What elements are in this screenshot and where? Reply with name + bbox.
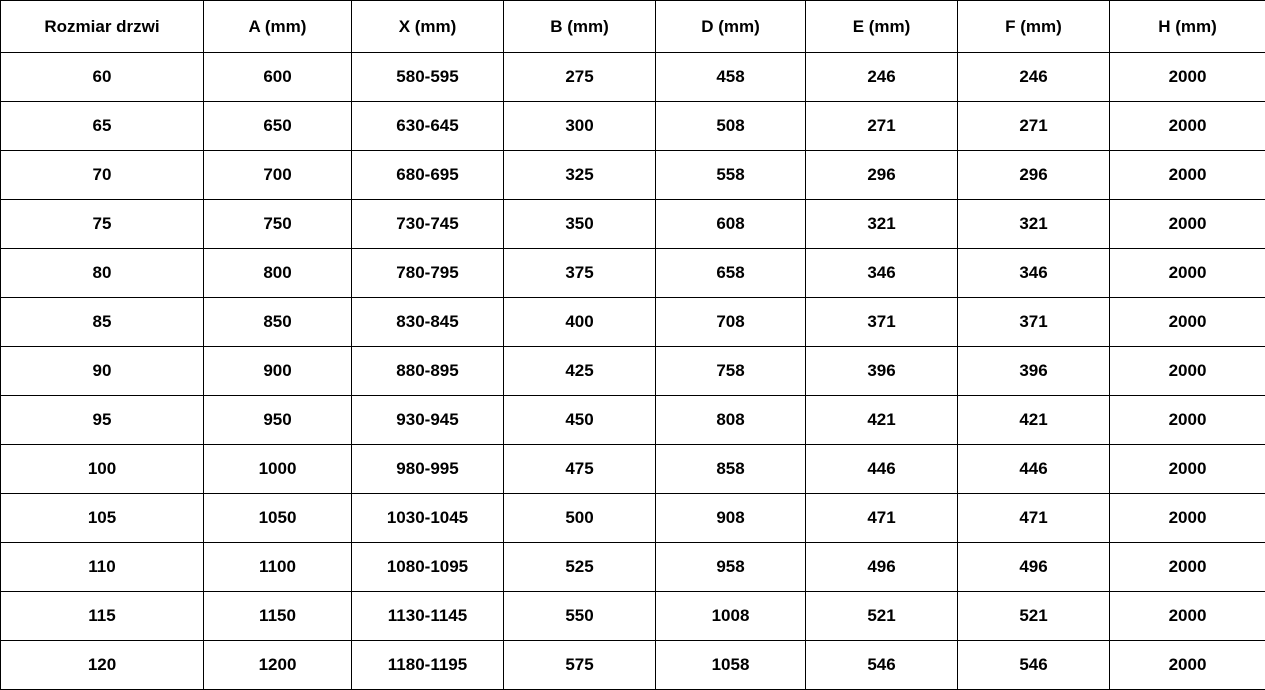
cell-x: 1030-1045 [352, 494, 504, 543]
cell-x: 1180-1195 [352, 641, 504, 690]
cell-d: 958 [656, 543, 806, 592]
cell-h: 2000 [1110, 102, 1265, 151]
cell-h: 2000 [1110, 151, 1265, 200]
cell-x: 780-795 [352, 249, 504, 298]
column-header-e: E (mm) [806, 1, 958, 53]
table-row [1, 249, 1265, 298]
cell-d: 858 [656, 445, 806, 494]
cell-size: 105 [1, 494, 204, 543]
cell-x: 630-645 [352, 102, 504, 151]
table-row [1, 592, 1265, 641]
cell-d: 658 [656, 249, 806, 298]
cell-x: 680-695 [352, 151, 504, 200]
cell-b: 375 [504, 249, 656, 298]
cell-f: 421 [958, 396, 1110, 445]
cell-a: 1200 [204, 641, 352, 690]
cell-a: 850 [204, 298, 352, 347]
cell-h: 2000 [1110, 347, 1265, 396]
cell-f: 246 [958, 53, 1110, 102]
table-row [1, 494, 1265, 543]
table-row [1, 445, 1265, 494]
cell-b: 500 [504, 494, 656, 543]
cell-size: 120 [1, 641, 204, 690]
cell-e: 421 [806, 396, 958, 445]
cell-a: 600 [204, 53, 352, 102]
cell-f: 396 [958, 347, 1110, 396]
table-row [1, 102, 1265, 151]
column-header-a: A (mm) [204, 1, 352, 53]
cell-e: 396 [806, 347, 958, 396]
cell-a: 1050 [204, 494, 352, 543]
table-row [1, 53, 1265, 102]
cell-f: 371 [958, 298, 1110, 347]
column-header-f: F (mm) [958, 1, 1110, 53]
cell-d: 508 [656, 102, 806, 151]
table-row [1, 200, 1265, 249]
cell-b: 425 [504, 347, 656, 396]
cell-h: 2000 [1110, 249, 1265, 298]
cell-b: 300 [504, 102, 656, 151]
cell-b: 325 [504, 151, 656, 200]
cell-e: 371 [806, 298, 958, 347]
cell-e: 296 [806, 151, 958, 200]
cell-a: 900 [204, 347, 352, 396]
table-row [1, 641, 1265, 690]
cell-h: 2000 [1110, 445, 1265, 494]
cell-a: 800 [204, 249, 352, 298]
cell-d: 808 [656, 396, 806, 445]
cell-f: 346 [958, 249, 1110, 298]
cell-h: 2000 [1110, 298, 1265, 347]
table-body [1, 53, 1265, 690]
cell-e: 321 [806, 200, 958, 249]
cell-e: 446 [806, 445, 958, 494]
cell-d: 558 [656, 151, 806, 200]
cell-size: 95 [1, 396, 204, 445]
cell-f: 496 [958, 543, 1110, 592]
cell-x: 830-845 [352, 298, 504, 347]
cell-b: 450 [504, 396, 656, 445]
cell-a: 1100 [204, 543, 352, 592]
cell-size: 80 [1, 249, 204, 298]
table-row [1, 298, 1265, 347]
cell-x: 580-595 [352, 53, 504, 102]
cell-size: 60 [1, 53, 204, 102]
cell-d: 758 [656, 347, 806, 396]
cell-size: 100 [1, 445, 204, 494]
cell-e: 546 [806, 641, 958, 690]
column-header-d: D (mm) [656, 1, 806, 53]
cell-b: 275 [504, 53, 656, 102]
cell-e: 521 [806, 592, 958, 641]
cell-size: 90 [1, 347, 204, 396]
cell-f: 546 [958, 641, 1110, 690]
cell-x: 1130-1145 [352, 592, 504, 641]
cell-f: 471 [958, 494, 1110, 543]
cell-f: 446 [958, 445, 1110, 494]
cell-d: 708 [656, 298, 806, 347]
cell-a: 1150 [204, 592, 352, 641]
column-header-b: B (mm) [504, 1, 656, 53]
cell-d: 1008 [656, 592, 806, 641]
cell-h: 2000 [1110, 494, 1265, 543]
table-header-row [1, 1, 1265, 53]
table-row [1, 396, 1265, 445]
cell-f: 521 [958, 592, 1110, 641]
cell-e: 346 [806, 249, 958, 298]
cell-x: 1080-1095 [352, 543, 504, 592]
cell-size: 85 [1, 298, 204, 347]
cell-f: 296 [958, 151, 1110, 200]
cell-a: 700 [204, 151, 352, 200]
cell-h: 2000 [1110, 53, 1265, 102]
cell-e: 496 [806, 543, 958, 592]
cell-b: 550 [504, 592, 656, 641]
cell-size: 70 [1, 151, 204, 200]
cell-d: 1058 [656, 641, 806, 690]
table-row [1, 151, 1265, 200]
cell-a: 650 [204, 102, 352, 151]
cell-b: 350 [504, 200, 656, 249]
cell-h: 2000 [1110, 592, 1265, 641]
cell-e: 271 [806, 102, 958, 151]
cell-a: 1000 [204, 445, 352, 494]
cell-d: 908 [656, 494, 806, 543]
cell-h: 2000 [1110, 641, 1265, 690]
table-row [1, 347, 1265, 396]
cell-d: 458 [656, 53, 806, 102]
cell-d: 608 [656, 200, 806, 249]
cell-x: 880-895 [352, 347, 504, 396]
cell-h: 2000 [1110, 200, 1265, 249]
cell-b: 400 [504, 298, 656, 347]
column-header-rozmiar-drzwi: Rozmiar drzwi [1, 1, 204, 53]
cell-x: 980-995 [352, 445, 504, 494]
cell-size: 110 [1, 543, 204, 592]
cell-size: 115 [1, 592, 204, 641]
cell-x: 730-745 [352, 200, 504, 249]
cell-h: 2000 [1110, 543, 1265, 592]
cell-e: 246 [806, 53, 958, 102]
table-row [1, 543, 1265, 592]
cell-f: 271 [958, 102, 1110, 151]
cell-f: 321 [958, 200, 1110, 249]
cell-b: 475 [504, 445, 656, 494]
column-header-x: X (mm) [352, 1, 504, 53]
column-header-h: H (mm) [1110, 1, 1265, 53]
cell-a: 750 [204, 200, 352, 249]
cell-b: 525 [504, 543, 656, 592]
cell-e: 471 [806, 494, 958, 543]
cell-a: 950 [204, 396, 352, 445]
cell-h: 2000 [1110, 396, 1265, 445]
cell-b: 575 [504, 641, 656, 690]
cell-size: 65 [1, 102, 204, 151]
cell-x: 930-945 [352, 396, 504, 445]
table-header [1, 1, 1265, 53]
cell-size: 75 [1, 200, 204, 249]
